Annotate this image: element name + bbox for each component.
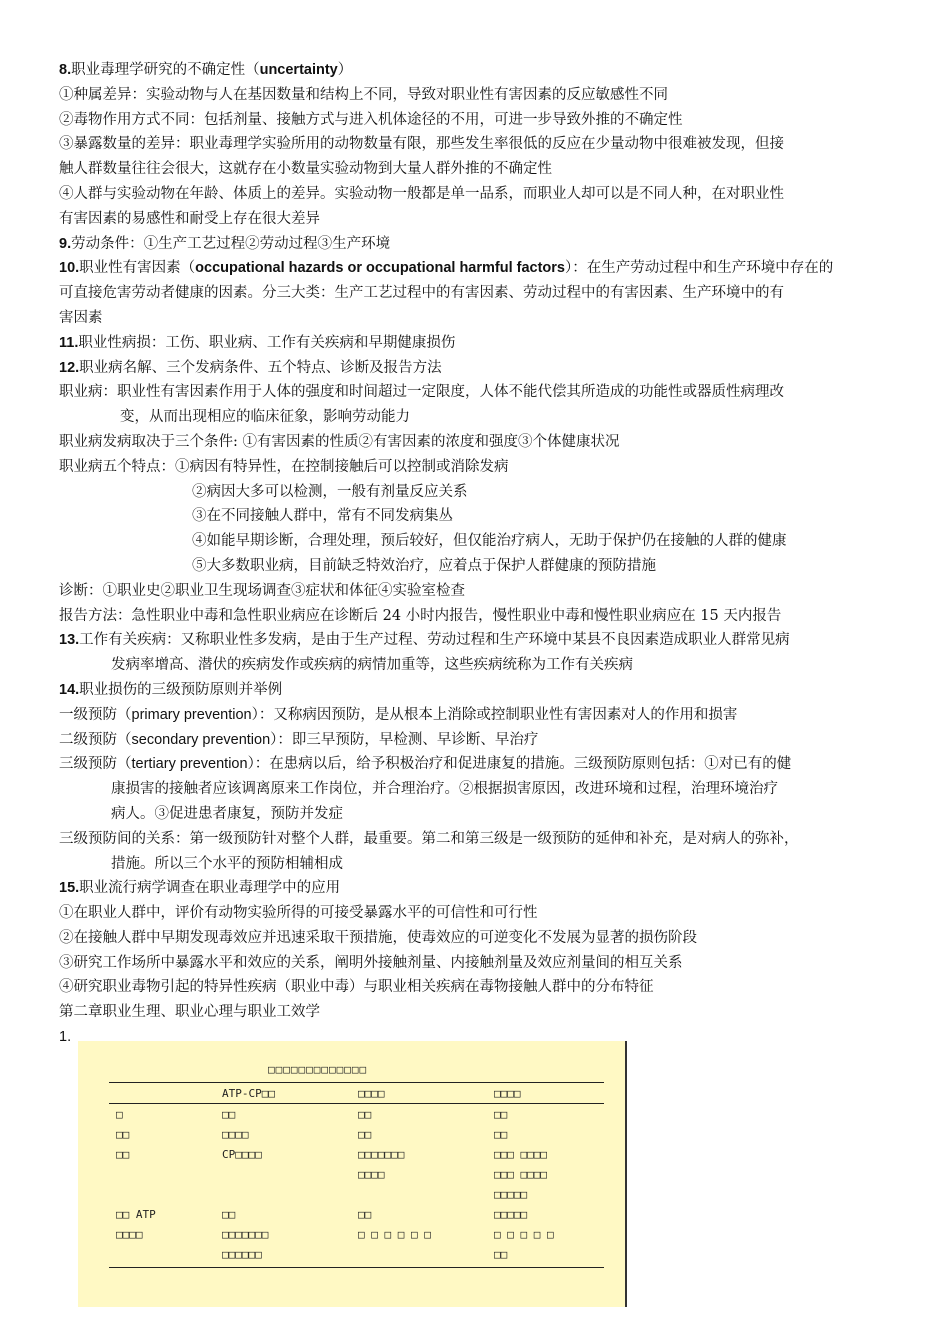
table-header-cell: □□□□ xyxy=(494,1087,521,1100)
table-cell: □□ xyxy=(358,1108,372,1121)
section-11: 11.职业性病损：工伤、职业病、工作有关疾病和早期健康损伤 xyxy=(59,334,456,351)
section-12-feature-3: ③在不同接触人群中，常有不同发病集丛 xyxy=(192,508,453,525)
table-cell: CP□□□□ xyxy=(222,1148,262,1161)
table-cell: □ □ □ □ □ □ xyxy=(358,1228,431,1241)
table-cell: □□□ □□□□ xyxy=(494,1168,547,1181)
section-14-heading: 14.职业损伤的三级预防原则并举例 xyxy=(59,681,283,698)
table-cell: □□□□ xyxy=(358,1168,385,1181)
section-12-report: 报告方法：急性职业中毒和急性职业病应在诊断后 24 小时内报告，慢性职业中毒和慢性职业病应在 15 天内报告 xyxy=(59,607,782,624)
section-14-secondary: 二级预防（secondary prevention）：即三早预防，早检测、早诊断、早治疗 xyxy=(59,731,539,748)
section-12-diagnosis: 诊断：①职业史②职业卫生现场调查③症状和体征④实验室检查 xyxy=(59,582,465,599)
section-8-point-4a: ④人群与实验动物在年龄、体质上的差异。实验动物一般都是单一品系，而职业人却可以是不同人种，在对职业性 xyxy=(59,185,784,202)
table-cell: □□ xyxy=(358,1208,372,1221)
table-cell: □□ xyxy=(116,1128,130,1141)
table-cell: □□□□□□□ xyxy=(222,1228,269,1241)
section-12-heading: 12.职业病名解、三个发病条件、五个特点、诊断及报告方法 xyxy=(59,359,442,376)
section-8-point-1: ①种属差异：实验动物与人在基因数量和结构上不同，导致对职业性有害因素的反应敏感性不同 xyxy=(59,86,668,103)
section-8-point-3a: ③暴露数量的差异：职业毒理学实验所用的动物数量有限，那些发生率很低的反应在少量动物中很难被发现，但接 xyxy=(59,136,784,153)
section-15-heading: 15.职业流行病学调查在职业毒理学中的应用 xyxy=(59,880,341,897)
item-1-number: 1. xyxy=(59,1029,72,1046)
table-caption: □□□□□□□□□□□□□ xyxy=(268,1063,368,1076)
table-cell: □ xyxy=(116,1108,123,1121)
table-cell: □□□□□ xyxy=(494,1188,528,1201)
section-14-tertiary-2: 康损害的接触者应该调离原来工作岗位，并合理治疗。②根据损害原因，改进环境和过程，治理环境治疗 xyxy=(111,781,778,798)
section-12-feature-1: 职业病五个特点：①病因有特异性，在控制接触后可以控制或消除发病 xyxy=(59,458,509,475)
table-cell: □□ xyxy=(494,1248,508,1261)
table-header-cell: ATP-CP□□ xyxy=(222,1087,275,1100)
table-cell: □□ xyxy=(494,1108,508,1121)
section-14-tertiary-1: 三级预防（tertiary prevention）：在患病以后，给予积极治疗和促进康复的措施。三级预防原则包括：①对已有的健 xyxy=(59,756,792,773)
table-top-rule xyxy=(109,1082,604,1083)
chapter-2-title: 第二章职业生理、职业心理与职业工效学 xyxy=(59,1004,320,1021)
section-13-line-2: 发病率增高、潜伏的疾病发作或疾病的病情加重等，这些疾病统称为工作有关疾病 xyxy=(111,657,633,674)
table-header-rule xyxy=(109,1103,604,1104)
section-10-line-1: 10.职业性有害因素（occupational hazards or occupational harmful factors）：在生产劳动过程中和生产环境中存在的 xyxy=(59,260,834,277)
table-cell: □□□□ xyxy=(116,1228,143,1241)
section-12-definition-2: 变，从而出现相应的临床征象，影响劳动能力 xyxy=(120,409,410,426)
table-cell: □□ ATP xyxy=(116,1208,156,1221)
section-9: 9.劳动条件：①生产工艺过程②劳动过程③生产环境 xyxy=(59,235,391,252)
section-15-point-1: ①在职业人群中，评价有动物实验所得的可接受暴露水平的可信性和可行性 xyxy=(59,905,538,922)
section-12-conditions: 职业病发病取决于三个条件: ①有害因素的性质②有害因素的浓度和强度③个体健康状况 xyxy=(59,433,620,450)
section-12-definition-1: 职业病：职业性有害因素作用于人体的强度和时间超过一定限度，人体不能代偿其所造成的功能性或器质性病理改 xyxy=(59,384,784,401)
table-header-cell: □□□□ xyxy=(358,1087,385,1100)
section-12-feature-4: ④如能早期诊断，合理处理，预后较好，但仅能治疗病人，无助于保护仍在接触的人群的健康 xyxy=(192,533,787,550)
section-8-heading: 8.职业毒理学研究的不确定性（uncertainty） xyxy=(59,62,353,78)
table-cell: □□□□ xyxy=(222,1128,249,1141)
table-cell: □□□□□□ xyxy=(222,1248,262,1261)
table-cell: □□ xyxy=(116,1148,130,1161)
table-cell: □ □ □ □ □ xyxy=(494,1228,554,1241)
section-15-point-2: ②在接触人群中早期发现毒效应并迅速采取干预措施，使毒效应的可逆变化不发展为显著的损伤阶段 xyxy=(59,929,697,946)
section-14-relation-1: 三级预防间的关系：第一级预防针对整个人群，最重要。第二和第三级是一级预防的延伸和补充，是对病人的弥补， xyxy=(59,830,799,847)
table-bottom-rule xyxy=(109,1267,604,1268)
section-12-feature-5: ⑤大多数职业病，目前缺乏特效治疗，应着点于保护人群健康的预防措施 xyxy=(192,557,656,574)
section-14-primary: 一级预防（primary prevention）：又称病因预防，是从根本上消除或控制职业性有害因素对人的作用和损害 xyxy=(59,706,738,723)
table-cell: □□ xyxy=(222,1108,236,1121)
section-13-line-1: 13.工作有关疾病：又称职业性多发病，是由于生产过程、劳动过程和生产环境中某县不良因素造成职业人群常见病 xyxy=(59,632,790,649)
section-12-feature-2: ②病因大多可以检测，一般有剂量反应关系 xyxy=(192,483,468,500)
table-cell: □□□□□ xyxy=(494,1208,528,1221)
section-10-line-3: 害因素 xyxy=(59,309,103,326)
section-14-relation-2: 措施。所以三个水平的预防相辅相成 xyxy=(111,855,343,872)
section-8-point-3b: 触人群数量往往会很大，这就存在小数量实验动物到大量人群外推的不确定性 xyxy=(59,161,552,178)
table-cell: □□□□□□□ xyxy=(358,1148,405,1161)
section-14-tertiary-3: 病人。③促进患者康复，预防并发症 xyxy=(111,805,343,822)
document-page xyxy=(59,58,899,1050)
table-cell: □□□ □□□□ xyxy=(494,1148,547,1161)
section-8-point-4b: 有害因素的易感性和耐受上存在很大差异 xyxy=(59,210,320,227)
section-15-point-4: ④研究职业毒物引起的特异性疾病（职业中毒）与职业相关疾病在毒物接触人群中的分布特征 xyxy=(59,979,654,996)
table-cell: □□ xyxy=(222,1208,236,1221)
section-10-line-2: 可直接危害劳动者健康的因素。分三大类：生产工艺过程中的有害因素、劳动过程中的有害因素、生产环境中的有 xyxy=(59,285,784,302)
energy-system-table xyxy=(78,1041,627,1307)
table-cell: □□ xyxy=(358,1128,372,1141)
section-15-point-3: ③研究工作场所中暴露水平和效应的关系，阐明外接触剂量、内接触剂量及效应剂量间的相互关系 xyxy=(59,954,683,971)
table-cell: □□ xyxy=(494,1128,508,1141)
section-8-point-2: ②毒物作用方式不同：包括剂量、接触方式与进入机体途径的不用，可进一步导致外推的不确定性 xyxy=(59,111,683,128)
